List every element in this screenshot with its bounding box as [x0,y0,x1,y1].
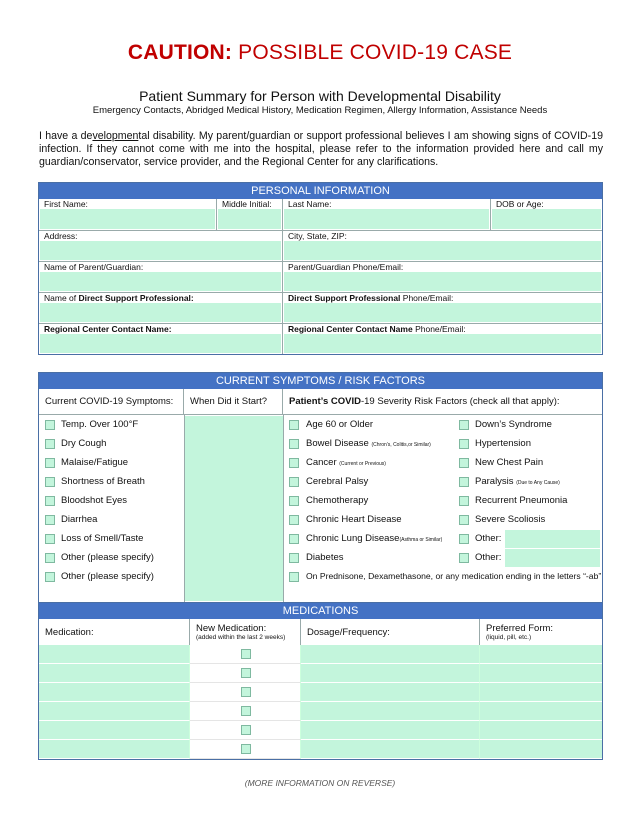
caution-text: POSSIBLE COVID-19 CASE [232,41,513,64]
symptom-checkbox[interactable] [45,553,55,563]
risk-checkbox[interactable] [459,496,469,506]
risk-checkbox[interactable] [459,439,469,449]
risk-checkbox[interactable] [459,420,469,430]
risk-factor-label: Hypertension [475,438,531,449]
city-state-zip-field[interactable]: City, State, ZIP: [283,231,602,261]
symptom-label: Dry Cough [61,438,107,449]
new-medication-checkbox[interactable] [241,725,251,735]
prednisone-checkbox[interactable] [289,572,299,582]
caution-heading [0,41,640,65]
symptom-checkbox[interactable] [45,496,55,506]
symptom-label: Other (please specify) [61,552,154,563]
preferred-form-input[interactable] [480,664,602,683]
risk-checkbox[interactable] [459,553,469,563]
medication-row [39,721,602,740]
medication-row [39,702,602,721]
page-subtitle: Emergency Contacts, Abridged Medical History, Medication Regimen, Allergy Information, Assistance Needs [92,105,548,116]
new-medication-checkbox[interactable] [241,649,251,659]
risk-checkbox[interactable] [289,458,299,468]
regional-center-name-field[interactable]: Regional Center Contact Name: [39,324,283,354]
other-risk-input[interactable] [505,549,600,567]
parent-phone-field[interactable]: Parent/Guardian Phone/Email: [283,262,602,292]
risk-checkbox[interactable] [289,420,299,430]
symptom-label: Loss of Smell/Taste [61,533,144,544]
dsp-phone-field[interactable]: Direct Support Professional Phone/Email: [283,293,602,323]
dosage-input[interactable] [301,683,480,702]
risk-factor-label: Down’s Syndrome [475,419,552,430]
risk-factor-label: Other: [475,552,502,563]
last-name-field[interactable]: Last Name: [283,199,491,230]
symptom-checkbox[interactable] [45,458,55,468]
intro-paragraph: I have a developmental disability. My parent/guardian or support professional believes I am showing signs of COVID-19 infection. If they cannot come with me into the hospital, please refer to the information provided here and call my guardian/conservator, service provider, and the Regional Center for any clarifications. [39,130,603,168]
symptom-label: Temp. Over 100°F [61,419,139,430]
risk-factor-label: Severe Scoliosis [475,514,546,525]
medications-section [38,602,603,760]
risk-factor-label: Chronic Heart Disease [306,514,402,525]
risk-checkbox[interactable] [459,477,469,487]
risk-factor-label: Cerebral Palsy [306,476,369,487]
dosage-input[interactable] [301,721,480,740]
medication-input[interactable] [39,683,190,702]
new-medication-checkbox[interactable] [241,687,251,697]
preferred-form-heading: Preferred Form: (liquid, pill, etc.) [486,623,554,641]
medication-input[interactable] [39,645,190,664]
dosage-input[interactable] [301,664,480,683]
symptom-checkbox[interactable] [45,572,55,582]
regional-center-phone-field[interactable]: Regional Center Contact Name Phone/Email: [283,324,602,354]
medication-input[interactable] [39,664,190,683]
risk-factor-label: Recurrent Pneumonia [475,495,568,506]
risk-checkbox[interactable] [289,515,299,525]
current-symptoms-heading: Current COVID-19 Symptoms: [39,389,184,414]
risk-factor-label: Chemotherapy [306,495,369,506]
preferred-form-input[interactable] [480,645,602,664]
new-medication-checkbox[interactable] [241,744,251,754]
symptom-checkbox[interactable] [45,515,55,525]
symptom-checkbox[interactable] [45,439,55,449]
risk-checkbox[interactable] [289,477,299,487]
new-medication-cell [190,740,301,759]
preferred-form-input[interactable] [480,740,602,759]
preferred-form-input[interactable] [480,702,602,721]
risk-checkbox[interactable] [289,496,299,506]
risk-checkbox[interactable] [459,534,469,544]
medication-heading: Medication: [39,619,190,645]
symptom-label: Diarrhea [61,514,98,525]
when-started-column[interactable] [185,416,283,601]
risk-factor-label: Bowel Disease (Chron’s, Colitis,or Similar) [306,438,431,449]
medication-row [39,645,602,664]
symptom-label: Other (please specify) [61,571,154,582]
new-medication-checkbox[interactable] [241,668,251,678]
risk-checkbox[interactable] [289,439,299,449]
new-medication-heading: New Medication: (added within the last 2 weeks) [190,619,301,645]
risk-factor-label: Paralysis (Due to Any Cause) [475,476,560,487]
medication-row [39,683,602,702]
risk-factor-label: Cancer (Current or Previous) [306,457,386,468]
symptom-checkbox[interactable] [45,420,55,430]
risk-factor-label: Chronic Lung Disease(Asthma or Similar) [306,533,443,544]
dosage-input[interactable] [301,740,480,759]
preferred-form-input[interactable] [480,683,602,702]
symptoms-section [38,372,603,603]
risk-factor-label: Age 60 or Older [306,419,374,430]
personal-information-section [38,182,603,355]
medication-row [39,664,602,683]
medications-header: MEDICATIONS [39,603,602,619]
footer-note: (MORE INFORMATION ON REVERSE) [244,778,396,788]
when-started-heading: When Did it Start? [184,389,283,414]
symptoms-grid [39,414,602,602]
new-medication-cell [190,702,301,721]
dosage-input[interactable] [301,645,480,664]
medication-input[interactable] [39,740,190,759]
new-medication-cell [190,664,301,683]
new-medication-cell [190,645,301,664]
risk-factor-label: Diabetes [306,552,344,563]
risk-checkbox[interactable] [289,534,299,544]
symptoms-header: CURRENT SYMPTOMS / RISK FACTORS [39,373,602,389]
symptom-checkbox[interactable] [45,477,55,487]
personal-information-header: PERSONAL INFORMATION [39,183,602,199]
first-name-field[interactable]: First Name: [39,199,217,230]
dob-field[interactable]: DOB or Age: [491,199,602,230]
medication-row [39,740,602,759]
dosage-input[interactable] [301,702,480,721]
risk-checkbox[interactable] [459,458,469,468]
dosage-heading: Dosage/Frequency: [301,619,480,645]
risk-factors-heading: Patient’s COVID -19 Severity Risk Factors (check all that apply): [289,396,560,407]
risk-factor-label: Other: [475,533,502,544]
symptom-label: Malaise/Fatigue [61,457,129,468]
preferred-form-input[interactable] [480,721,602,740]
caution-label: CAUTION: [127,41,233,64]
parent-name-field[interactable]: Name of Parent/Guardian: [39,262,283,292]
new-medication-cell [190,721,301,740]
prednisone-label: On Prednisone, Dexamethasone, or any medication ending in the letters “-ab” [306,571,602,581]
new-medication-checkbox[interactable] [241,706,251,716]
risk-checkbox[interactable] [289,553,299,563]
risk-checkbox[interactable] [459,515,469,525]
risk-factor-label: New Chest Pain [475,457,544,468]
address-field[interactable]: Address: [39,231,283,261]
dsp-name-field[interactable]: Name of Direct Support Professional: [39,293,283,323]
other-risk-input[interactable] [505,530,600,548]
symptom-checkbox[interactable] [45,534,55,544]
medication-input[interactable] [39,702,190,721]
new-medication-cell [190,683,301,702]
middle-initial-field[interactable]: Middle Initial: [217,199,283,230]
symptom-label: Shortness of Breath [61,476,145,487]
symptom-label: Bloodshot Eyes [61,495,128,506]
page-title: Patient Summary for Person with Developmental Disability [139,88,501,104]
medication-input[interactable] [39,721,190,740]
